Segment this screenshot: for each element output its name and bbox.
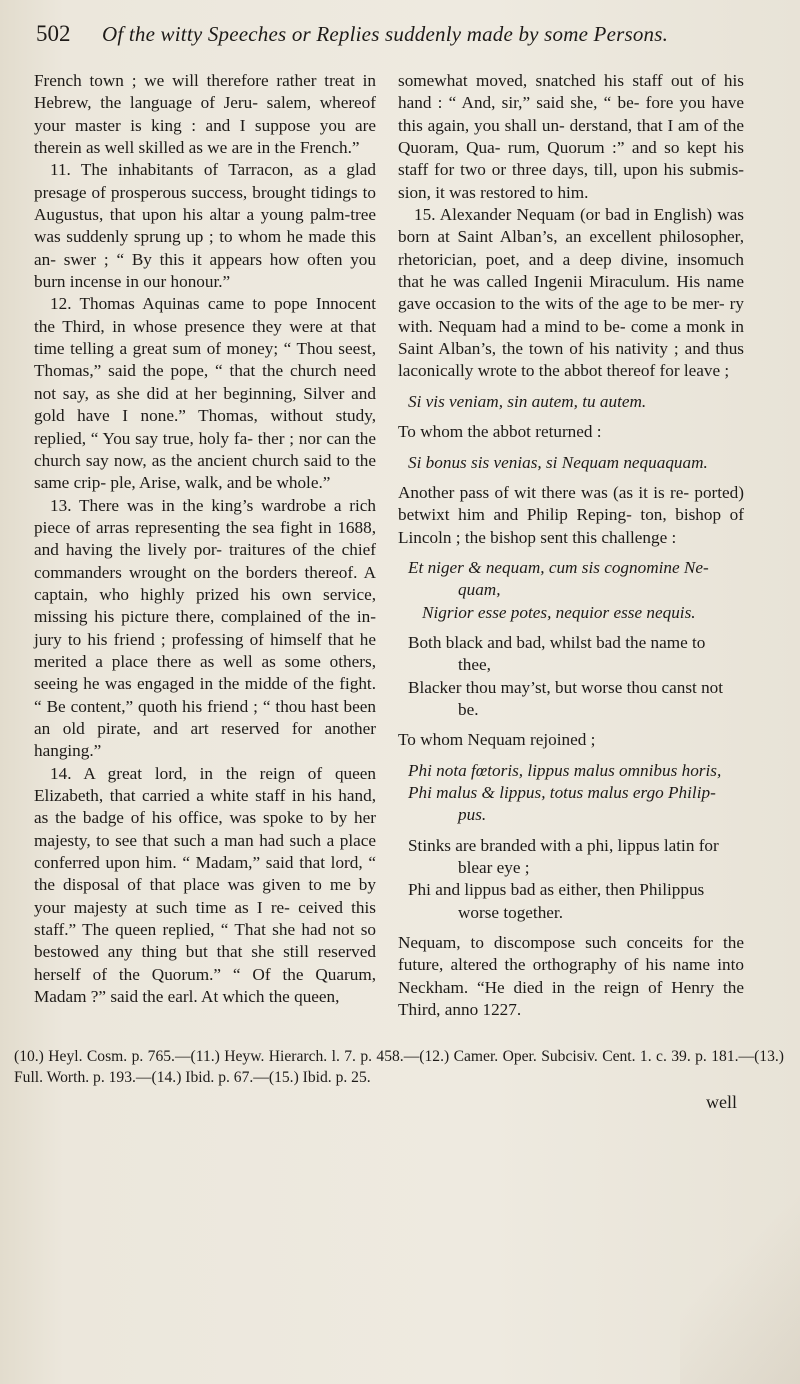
translation-line: Both black and bad, whilst bad the name to (408, 632, 706, 652)
translation-line: Blacker thou may’st, but worse thou canst not (408, 677, 724, 697)
left-column (34, 70, 376, 1008)
latin-verse-line: Nigrior esse potes, nequior esse nequis. (422, 602, 696, 622)
paragraph: Another pass of wit there was (as it is re- ported) betwixt him and Philip Reping- ton, bishop of Lincoln ; the bishop sent this challenge : (398, 482, 744, 547)
page-number: 502 (36, 21, 71, 46)
paragraph: 11. The inhabitants of Tarracon, as a glad presage of prosperous success, brought tidings to Augustus, that upon his altar a young palm-tree was suddenly sprung up ; to whom he made this an- swer ; “ By this it appears how often you burn incense in our honour.” (34, 160, 376, 292)
paragraph: 15. Alexander Nequam (or bad in English) was born at Saint Alban’s, an excellent philosopher, rhetorician, poet, and a deep divine, insomuch that he was called Ingenii Miraculum. His name gave occasion to the wits of the age to be mer- ry with. Nequam had a mind to be- come a monk in Saint Alban’s, the town of his nativity ; and thus laconically wrote to the abbot thereof for leave ; (398, 205, 744, 381)
right-column (398, 70, 744, 1021)
translation-line: Phi and lippus bad as either, then Philippus (408, 880, 705, 900)
page-edge-shading (680, 1180, 800, 1384)
translation-line: Stinks are branded with a phi, lippus latin for (408, 835, 719, 855)
page-header (36, 18, 776, 54)
catchword: well (706, 1092, 737, 1112)
latin-verse-line: pus. (458, 805, 487, 825)
latin-verse-line: Phi malus & lippus, totus malus ergo Philip- (408, 782, 716, 802)
latin-verse-line: Et niger & nequam, cum sis cognomine Ne- (408, 557, 709, 577)
latin-verse-line: Phi nota fœtoris, lippus malus omnibus horis, (408, 760, 722, 780)
paragraph: somewhat moved, snatched his staff out of his hand : “ And, sir,” said she, “ be- fore you have this again, you shall un- derstand, that I am of the Quoram, Qua- rum, Quorum :” and so kept his staff for two or three days, till, upon his submis- sion, it was restored to him. (398, 71, 744, 202)
footnotes: (10.) Heyl. Cosm. p. 765.—(11.) Heyw. Hierarch. l. 7. p. 458.—(12.) Camer. Oper. Subcisiv. Cent. 1. c. 39. p. 181.—(13.) Full. Worth. p. 193.—(14.) Ibid. p. 67.—(15.) Ibid. p. 25. (14, 1048, 784, 1086)
paragraph: French town ; we will therefore rather treat in Hebrew, the language of Jeru- salem, whereof your master is king : and I suppose you are therein as well skilled as we are in the French.” (34, 71, 376, 158)
paragraph: Nequam, to discompose such conceits for the future, altered the orthography of his name into Neckham. “He died in the reign of Henry the Third, anno 1227. (398, 933, 744, 1020)
translation-line: be. (458, 699, 479, 719)
paragraph: 13. There was in the king’s wardrobe a rich piece of arras representing the sea fight in 1688, and having the lively por- traitures of the chief commanders wrought on the borders thereof. A captain, who highly prized his own service, missing his picture there, complained of the in- jury to his friend ; professing of himself that he merited a place there as well as some others, seeing he was engaged in the midde of the fight. “ Be content,” quoth his friend ; “ thou hast been an old pirate, and art reserved for another hanging.” (34, 495, 376, 761)
translation-line: worse together. (458, 902, 564, 922)
text-line: To whom Nequam rejoined ; (398, 730, 596, 750)
paragraph: 12. Thomas Aquinas came to pope Innocent the Third, in whose presence they were at that time telling a great sum of money; “ Thou seest, Thomas,” said the pope, “ that the church need not say, as she did at her beginning, Silver and gold have I none.” Thomas, without study, replied, “ You say true, holy fa- ther ; nor can the church say now, as the ancient church said to the same crip- ple, Arise, walk, and be whole.” (34, 294, 376, 493)
running-title: Of the witty Speeches or Replies suddenly made by some Persons. (102, 22, 669, 46)
text-line: To whom the abbot returned : (398, 422, 602, 442)
translation-line: blear eye ; (458, 858, 530, 877)
latin-verse: Si vis veniam, sin autem, tu autem. (408, 391, 647, 411)
latin-verse: Si bonus sis venias, si Nequam nequaquam. (408, 452, 708, 472)
translation-line: thee, (458, 655, 491, 675)
latin-verse-line: quam, (458, 580, 501, 600)
paragraph: 14. A great lord, in the reign of queen Elizabeth, that carried a white staff in his hand, as the badge of his office, was spoke to by her majesty, to see that such a man had such a place conferred upon him. “ Madam,” said that lord, “ the disposal of that place was given to me by your majesty at such time as I re- ceived this staff.” The queen replied, “ That she had not so bestowed any thing but that she still reserved herself of the Quorum.” “ Of the Quarum, Madam ?” said the earl. At which the queen, (34, 763, 376, 1007)
